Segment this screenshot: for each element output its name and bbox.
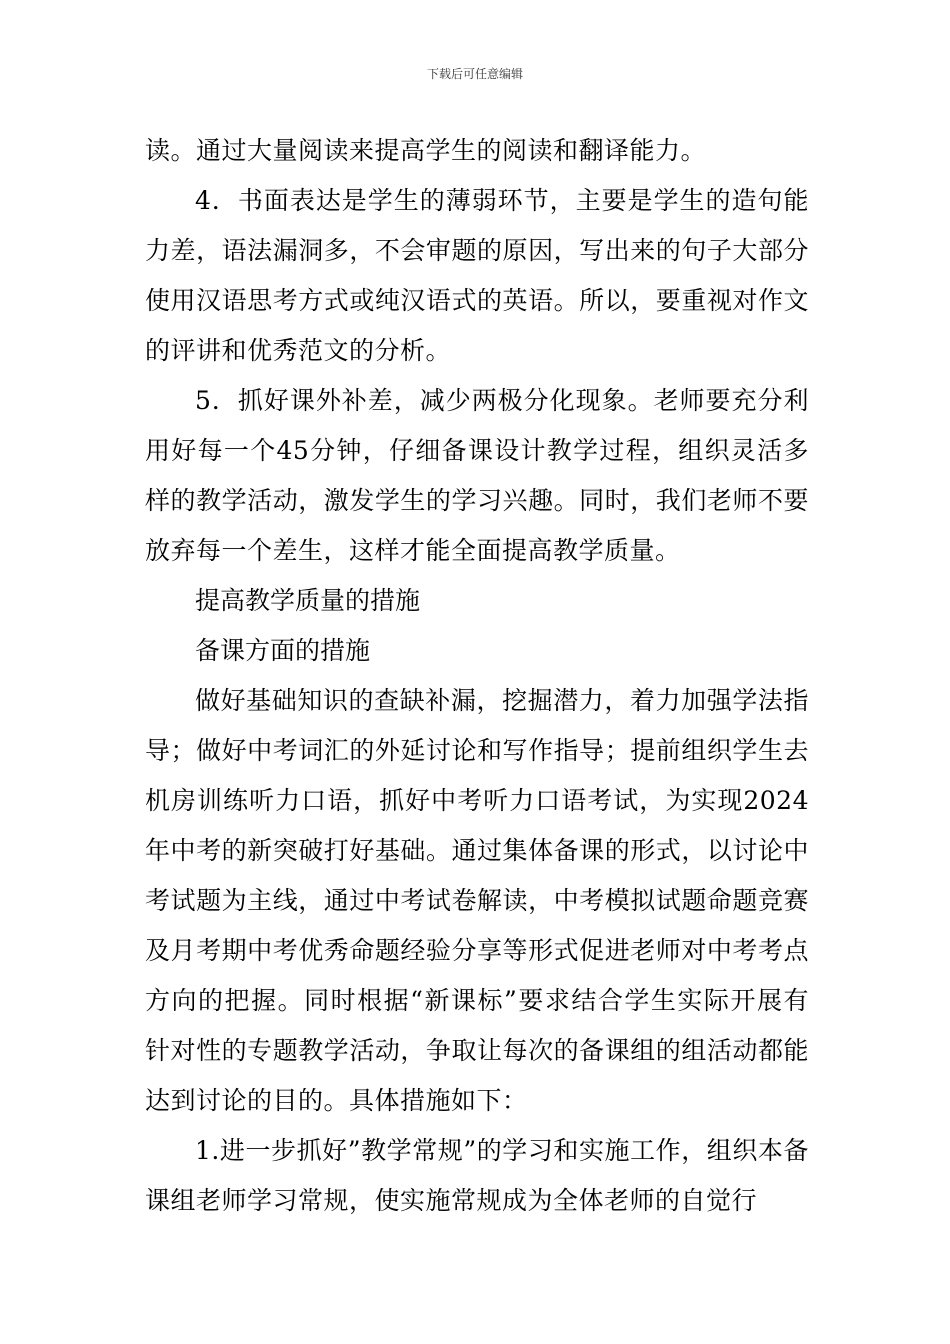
paragraph: 1.进一步抓好”教学常规”的学习和实施工作，组织本备课组老师学习常规，使实施常规成为全体老师的自觉行 [145, 1136, 809, 1215]
section-heading: 备课方面的措施 [195, 636, 371, 665]
section-heading: 提高教学质量的措施 [195, 586, 421, 615]
paragraph: 读。通过大量阅读来提高学生的阅读和翻译能力。 [145, 136, 707, 165]
paragraph: 做好基础知识的查缺补漏，挖掘潜力，着力加强学法指导；做好中考词汇的外延讨论和写作指导；提前组织学生去机房训练听力口语，抓好中考听力口语考试，为实现2024年中考的新突破打好基础。通过集体备课的形式，以讨论中考试题为主线，通过中考试卷解读，中考模拟试题命题竞赛及月考期中考优秀命题经验分享等形式促进老师对中考考点方向的把握。同时根据“新课标”要求结合学生实际开展有针对性的专题教学活动，争取让每次的备课组的组活动都能达到讨论的目的。具体措施如下： [145, 686, 809, 1115]
document-body [145, 126, 809, 1226]
page-header: 下载后可任意编辑 [426, 67, 523, 81]
paragraph: 5．抓好课外补差，减少两极分化现象。老师要充分利用好每一个45分钟，仔细备课设计教学过程，组织灵活多样的教学活动，激发学生的学习兴趣。同时，我们老师不要放弃每一个差生，这样才能全面提高教学质量。 [145, 386, 809, 565]
paragraph: 4．书面表达是学生的薄弱环节，主要是学生的造句能力差，语法漏洞多，不会审题的原因，写出来的句子大部分使用汉语思考方式或纯汉语式的英语。所以，要重视对作文的评讲和优秀范文的分析。 [145, 186, 809, 365]
